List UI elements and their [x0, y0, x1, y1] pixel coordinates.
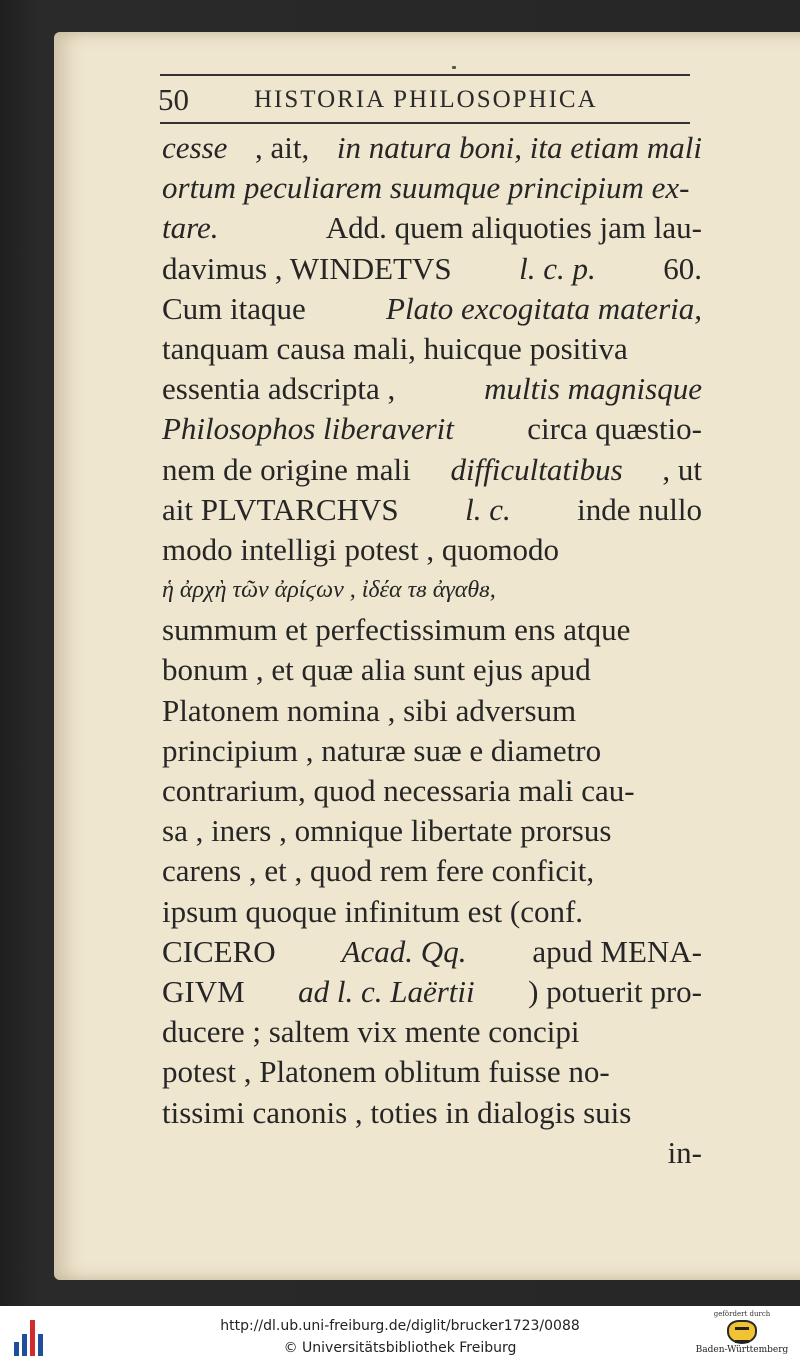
text-line — [162, 329, 702, 369]
footer-url[interactable]: http://dl.ub.uni-freiburg.de/diglit/brucker1723/0088 — [220, 1318, 580, 1334]
italic-segment: Acad. Qq. — [341, 933, 467, 969]
text-segment: Cum itaque — [162, 290, 306, 326]
footer-copyright: © Universitätsbibliothek Freiburg — [283, 1340, 517, 1356]
text-line — [162, 811, 702, 851]
text-line — [162, 1093, 702, 1133]
text-line — [162, 490, 702, 530]
text-segment: summum et perfectissimum ens atque — [162, 612, 631, 648]
text-line — [162, 851, 702, 891]
text-segment: GIVM — [162, 973, 245, 1009]
text-segment: ducere ; saltem vix mente concipi — [162, 1014, 580, 1050]
text-line — [162, 691, 702, 731]
running-title: HISTORIA PHILOSOPHICA — [254, 86, 598, 113]
text-segment: tanquam causa mali, huicque positiva — [162, 330, 628, 366]
text-segment: bonum , et quæ alia sunt ejus apud — [162, 652, 591, 688]
text-segment: principium , naturæ suæ e diametro — [162, 732, 602, 768]
header-rule-top — [160, 74, 690, 76]
italic-segment: l. c. — [465, 491, 511, 527]
ink-mark — [452, 66, 456, 69]
text-segment: 60. — [663, 250, 702, 286]
coat-of-arms-icon — [727, 1320, 757, 1344]
italic-segment: ad l. c. Laërtii — [298, 973, 475, 1009]
italic-segment: tare. — [162, 210, 219, 246]
text-segment: davimus , WINDETVS — [162, 250, 452, 286]
italic-segment: l. c. p. — [519, 250, 596, 286]
text-segment: inde nullo — [577, 491, 702, 527]
text-line — [162, 892, 702, 932]
text-segment: circa quæstio- — [527, 411, 702, 447]
text-line — [162, 610, 702, 650]
text-segment: tissimi canonis , toties in dialogis suis — [162, 1094, 632, 1130]
catchword: in- — [667, 1134, 702, 1170]
header-rule-bottom — [160, 122, 690, 124]
text-segment: essentia adscripta , — [162, 371, 396, 407]
text-line — [162, 570, 702, 610]
text-segment: , ait, — [255, 130, 310, 165]
text-segment: sa , iners , omnique libertate prorsus — [162, 813, 612, 849]
text-line — [162, 128, 702, 168]
text-line — [162, 289, 702, 329]
viewer-footer — [0, 1306, 800, 1366]
text-line — [162, 1012, 702, 1052]
text-segment: apud MENA- — [532, 933, 702, 969]
text-segment: ἡ ἀρχὴ τῶν ἀρίϛων , ἰδέα τᴕ ἀγαθᴕ, — [162, 577, 496, 604]
catchword-line — [162, 1133, 702, 1173]
text-line — [162, 650, 702, 690]
text-line — [162, 249, 702, 289]
sponsor-caption: gefördert durch — [713, 1310, 771, 1318]
italic-segment: ortum peculiarem suumque principium ex- — [162, 170, 690, 206]
text-segment: ait PLVTARCHVS — [162, 491, 399, 527]
text-line — [162, 932, 702, 972]
text-line — [162, 530, 702, 570]
text-segment: nem de origine mali — [162, 451, 411, 487]
italic-segment: Philosophos liberaverit — [162, 411, 454, 447]
text-segment: contrarium, quod necessaria mali cau- — [162, 773, 635, 808]
sponsor-name: Baden-Württemberg — [695, 1345, 789, 1355]
page-number: 50 — [158, 82, 189, 117]
italic-segment: multis magnisque — [484, 371, 702, 407]
running-head — [158, 82, 698, 126]
text-segment: modo intelligi potest , quomodo — [162, 531, 559, 567]
body-text — [162, 128, 702, 1173]
text-segment: Platonem nomina , sibi adversum — [162, 692, 577, 728]
text-line — [162, 450, 702, 490]
text-segment: CICERO — [162, 933, 276, 969]
text-line — [162, 409, 702, 449]
text-segment: ) potuerit pro- — [528, 973, 702, 1009]
text-segment: carens , et , quod rem fere conficit, — [162, 853, 595, 889]
text-line — [162, 771, 702, 811]
text-line — [162, 208, 702, 248]
text-line — [162, 369, 702, 409]
italic-segment: difficultatibus — [450, 451, 623, 487]
text-line — [162, 972, 702, 1012]
text-segment: Add. quem aliquoties jam lau- — [325, 210, 702, 246]
text-segment: ipsum quoque infinitum est (conf. — [162, 893, 584, 929]
text-line — [162, 731, 702, 771]
italic-segment: cesse — [162, 130, 228, 165]
italic-segment: Plato excogitata materia, — [386, 290, 702, 326]
text-segment: , ut — [662, 451, 702, 487]
text-segment: potest , Platonem oblitum fuisse no- — [162, 1054, 610, 1090]
sponsor-badge — [690, 1310, 794, 1364]
text-line — [162, 168, 702, 208]
text-line — [162, 1052, 702, 1092]
italic-segment: in natura boni, ita etiam mali — [336, 130, 702, 165]
